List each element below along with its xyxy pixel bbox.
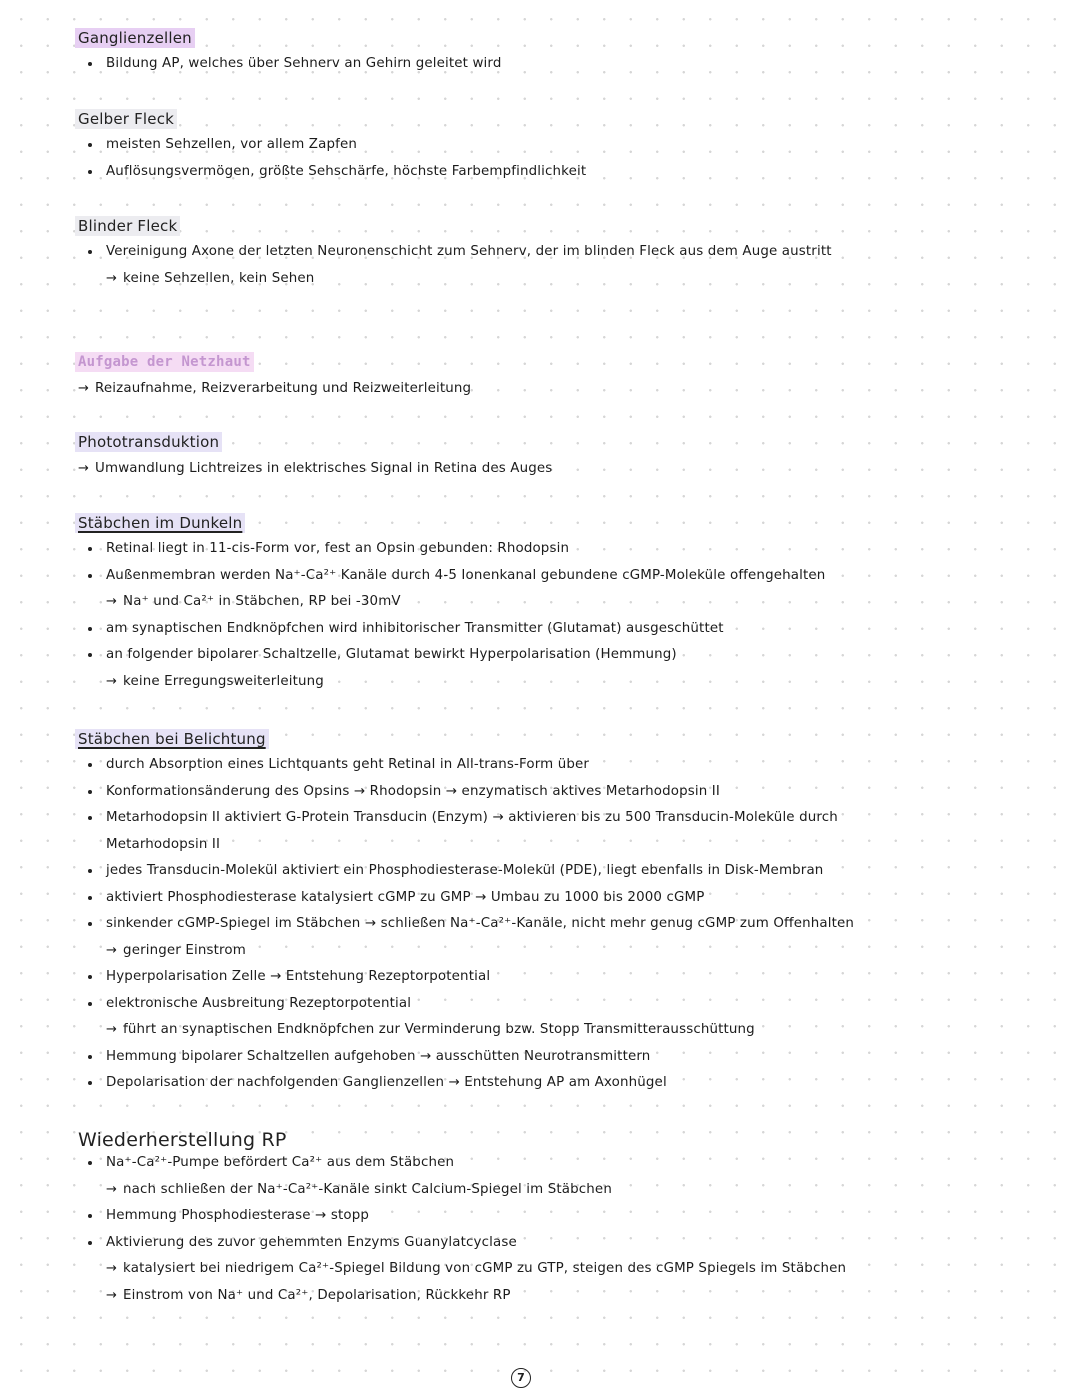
section-staebchen-belichtung	[78, 729, 1040, 1097]
section-blinder-fleck	[78, 216, 1040, 292]
list-item: Hemmung bipolarer Schaltzellen aufgehoben → ausschütten Neurotransmittern	[78, 1044, 1040, 1071]
list-item: Aktivierung des zuvor gehemmten Enzyms Guanylatcyclase	[78, 1230, 1040, 1257]
section-staebchen-dunkeln	[78, 513, 1040, 695]
section-ganglienzellen	[78, 28, 1040, 78]
page-number: 7	[511, 1368, 531, 1388]
list-item: Retinal liegt in 11-cis-Form vor, fest an Opsin gebunden: Rhodopsin	[78, 536, 1040, 563]
list-item: am synaptischen Endknöpfchen wird inhibitorischer Transmitter (Glutamat) ausgeschüttet	[78, 616, 1040, 643]
list-item: sinkender cGMP-Spiegel im Stäbchen → schließen Na⁺-Ca²⁺-Kanäle, nicht mehr genug cGMP zum Offenhalten	[78, 911, 1040, 938]
heading-aufgabe: Aufgabe der Netzhaut	[75, 352, 254, 372]
heading-ganglienzellen: Ganglienzellen	[75, 28, 195, 48]
aufgabe-line	[78, 376, 1040, 403]
list-item: Konformationsänderung des Opsins → Rhodopsin → enzymatisch aktives Metarhodopsin II	[78, 779, 1040, 806]
heading-gelber-fleck: Gelber Fleck	[75, 109, 177, 129]
list-subitem-text: nach schließen der Na⁺-Ca²⁺-Kanäle sinkt Calcium-Spiegel im Stäbchen	[123, 1181, 612, 1197]
arrow-icon: →	[78, 461, 90, 476]
list-subitem	[78, 1177, 1040, 1204]
arrow-icon: →	[106, 594, 118, 609]
section-gelber-fleck	[78, 109, 1040, 185]
list-item: Depolarisation der nachfolgenden Ganglienzellen → Entstehung AP am Axonhügel	[78, 1070, 1040, 1097]
arrow-icon: →	[106, 1261, 118, 1276]
arrow-icon: →	[106, 673, 118, 689]
list-subitem-text: Na⁺ und Ca²⁺ in Stäbchen, RP bei -30mV	[123, 594, 401, 609]
list-subitem-text: keine Erregungsweiterleitung	[123, 673, 324, 689]
list-subitem-text: keine Sehzellen, kein Sehen	[123, 270, 315, 286]
list-item: Metarhodopsin II aktiviert G-Protein Transducin (Enzym) → aktivieren bis zu 500 Transducin-Moleküle durch	[78, 805, 1040, 832]
list-subitem-text: führt an synaptischen Endknöpfchen zur Verminderung bzw. Stopp Transmitterausschüttung	[123, 1022, 755, 1037]
heading-wiederherstellung: Wiederherstellung RP	[78, 1129, 287, 1151]
list-item: aktiviert Phosphodiesterase katalysiert cGMP zu GMP → Umbau zu 1000 bis 2000 cGMP	[78, 885, 1040, 912]
aufgabe-text: Reizaufnahme, Reizverarbeitung und Reizweiterleitung	[95, 381, 472, 396]
list-subitem	[78, 1017, 1040, 1044]
list-subitem	[78, 669, 1040, 696]
list-item: Bildung AP, welches über Sehnerv an Gehirn geleitet wird	[78, 51, 1040, 78]
list-item: Vereinigung Axone der letzten Neuronenschicht zum Sehnerv, der im blinden Fleck aus dem Auge austritt	[78, 239, 1040, 266]
list-subitem-text: katalysiert bei niedrigem Ca²⁺-Spiegel Bildung von cGMP zu GTP, steigen des cGMP Spiegels im Stäbchen	[123, 1261, 847, 1276]
list-item: elektronische Ausbreitung Rezeptorpotential	[78, 991, 1040, 1018]
section-phototransduktion	[78, 432, 1040, 483]
list-item: durch Absorption eines Lichtquants geht Retinal in All-trans-Form über	[78, 752, 1040, 779]
list-item: jedes Transducin-Molekül aktiviert ein Phosphodiesterase-Molekül (PDE), liegt ebenfalls in Disk-Membran	[78, 858, 1040, 885]
list-item: Hemmung Phosphodiesterase → stopp	[78, 1203, 1040, 1230]
heading-blinder-fleck: Blinder Fleck	[75, 216, 180, 236]
section-wiederherstellung	[78, 1130, 1040, 1309]
phototransduktion-line	[78, 456, 1040, 483]
list-subitem	[78, 589, 1040, 616]
arrow-icon: →	[106, 942, 118, 958]
list-item: an folgender bipolarer Schaltzelle, Glutamat bewirkt Hyperpolarisation (Hemmung)	[78, 642, 1040, 669]
list-item: Na⁺-Ca²⁺-Pumpe befördert Ca²⁺ aus dem Stäbchen	[78, 1150, 1040, 1177]
list-subitem	[78, 266, 1040, 293]
list-item: Außenmembran werden Na⁺-Ca²⁺ Kanäle durch 4-5 Ionenkanal gebundene cGMP-Moleküle offengehalten	[78, 563, 1040, 590]
arrow-icon: →	[106, 1022, 118, 1037]
list-item: Hyperpolarisation Zelle → Entstehung Rezeptorpotential	[78, 964, 1040, 991]
list-subitem	[78, 938, 1040, 965]
heading-staebchen-belichtung: Stäbchen bei Belichtung	[75, 729, 269, 749]
list-subitem	[78, 1283, 1040, 1310]
section-aufgabe	[78, 351, 1040, 403]
list-subitem-text: Einstrom von Na⁺ und Ca²⁺, Depolarisation, Rückkehr RP	[123, 1287, 511, 1303]
heading-staebchen-dunkeln: Stäbchen im Dunkeln	[75, 513, 245, 533]
phototransduktion-text: Umwandlung Lichtreizes in elektrisches Signal in Retina des Auges	[95, 461, 553, 476]
list-item: Auflösungsvermögen, größte Sehschärfe, höchste Farbempfindlichkeit	[78, 159, 1040, 186]
heading-phototransduktion: Phototransduktion	[75, 432, 222, 452]
list-item-continuation: Metarhodopsin II	[106, 836, 221, 852]
list-subitem	[78, 1256, 1040, 1283]
list-item: meisten Sehzellen, vor allem Zapfen	[78, 132, 1040, 159]
arrow-icon: →	[106, 1287, 118, 1303]
arrow-icon: →	[106, 270, 118, 286]
arrow-icon: →	[78, 381, 90, 396]
list-subitem-text: geringer Einstrom	[123, 942, 246, 958]
arrow-icon: →	[106, 1181, 118, 1197]
